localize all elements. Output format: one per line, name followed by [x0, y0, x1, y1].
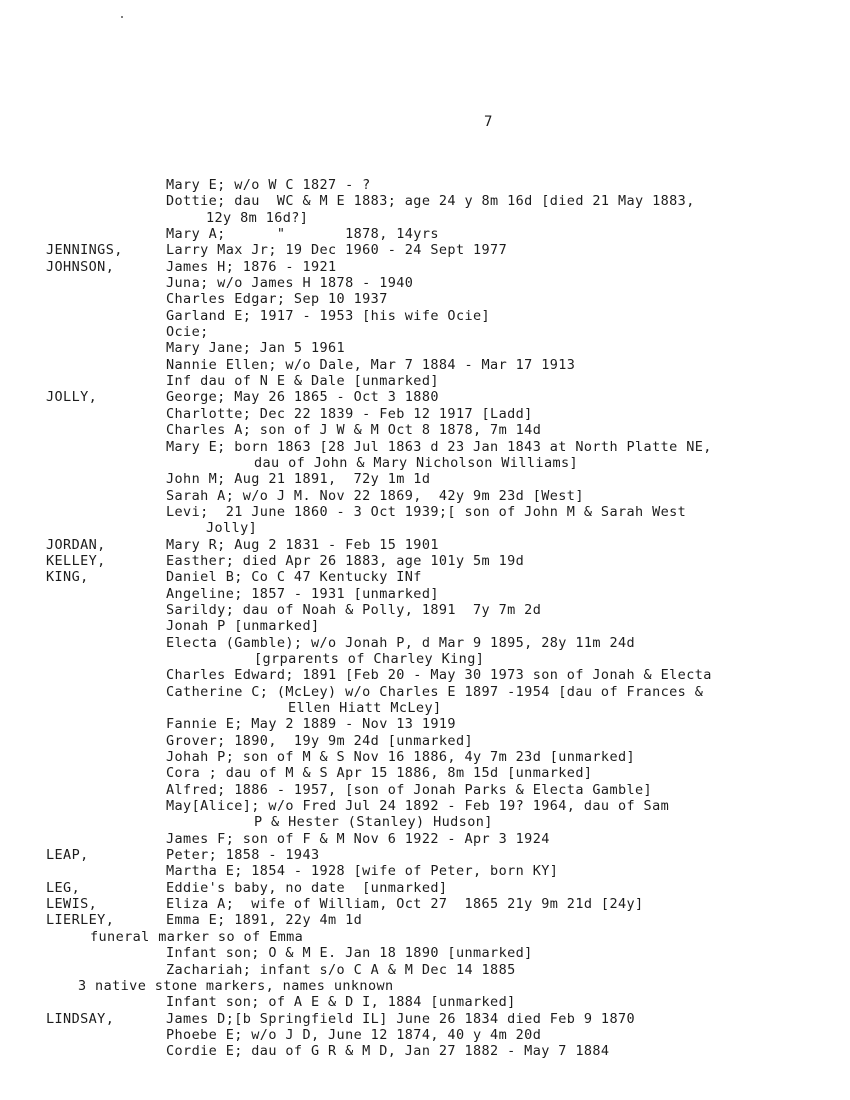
entry-row: [0, 1027, 850, 1043]
surname-label: LEG,: [46, 879, 81, 896]
entry-text: Juna; w/o James H 1878 - 1940: [166, 275, 414, 292]
entry-text: Jolly]: [206, 520, 258, 537]
entry-text: Alfred; 1886 - 1957, [son of Jonah Parks & Electa Gamble]: [166, 781, 653, 798]
surname-label: LEAP,: [46, 847, 89, 864]
entry-row: [0, 488, 850, 504]
entry-row: [0, 896, 850, 912]
entry-text: 12y 8m 16d?]: [206, 209, 309, 226]
entry-text: James D;[b Springfield IL] June 26 1834 died Feb 9 1870: [166, 1010, 636, 1027]
entry-text: Mary A; " 1878, 14yrs: [166, 226, 439, 243]
entry-text: Martha E; 1854 - 1928 [wife of Peter, born KY]: [166, 863, 559, 880]
entry-row: [0, 945, 850, 961]
surname-label: JORDAN,: [46, 536, 106, 553]
entry-row: [0, 537, 850, 553]
entry-row: [0, 749, 850, 765]
entry-text: John M; Aug 21 1891, 72y 1m 1d: [166, 471, 431, 488]
entry-row: [0, 831, 850, 847]
entry-row: [0, 716, 850, 732]
entry-text: Mary Jane; Jan 5 1961: [166, 340, 346, 357]
surname-label: KING,: [46, 569, 89, 586]
page-number: 7: [484, 114, 493, 130]
surname-label: JOHNSON,: [46, 258, 115, 275]
entry-text: P & Hester (Stanley) Hudson]: [254, 814, 493, 831]
entry-text: Inf dau of N E & Dale [unmarked]: [166, 373, 439, 390]
entry-text: funeral marker so of Emma: [90, 928, 304, 945]
entry-text: Sarah A; w/o J M. Nov 22 1869, 42y 9m 23d [West]: [166, 487, 584, 504]
entry-text: Levi; 21 June 1860 - 3 Oct 1939;[ son of John M & Sarah West: [166, 503, 687, 520]
entry-row: [0, 308, 850, 324]
entry-text: Larry Max Jr; 19 Dec 1960 - 24 Sept 1977: [166, 242, 508, 259]
entry-row: [0, 765, 850, 781]
entry-row: [0, 586, 850, 602]
surname-label: LIERLEY,: [46, 912, 115, 929]
entry-text: Fannie E; May 2 1889 - Nov 13 1919: [166, 716, 456, 733]
scan-speck: [121, 16, 123, 18]
entry-text: Garland E; 1917 - 1953 [his wife Ocie]: [166, 307, 491, 324]
entry-text: Cora ; dau of M & S Apr 15 1886, 8m 15d [unmarked]: [166, 765, 593, 782]
entry-row: [0, 569, 850, 585]
entry-text: Phoebe E; w/o J D, June 12 1874, 40 y 4m 20d: [166, 1026, 542, 1043]
surname-label: KELLEY,: [46, 552, 106, 569]
entry-row: [0, 406, 850, 422]
entry-text: Jonah P [unmarked]: [166, 618, 320, 635]
entry-text: Eddie's baby, no date [unmarked]: [166, 879, 448, 896]
entry-text: Mary E; w/o W C 1827 - ?: [166, 177, 371, 193]
entry-text: Charles A; son of J W & M Oct 8 1878, 7m 14d: [166, 422, 542, 439]
entry-row: [0, 340, 850, 356]
entry-text: May[Alice]; w/o Fred Jul 24 1892 - Feb 19? 1964, dau of Sam: [166, 798, 670, 815]
entry-row: [0, 389, 850, 405]
entry-text: James H; 1876 - 1921: [166, 258, 337, 275]
entry-text: Ellen Hiatt McLey]: [288, 700, 442, 716]
entry-text: [grparents of Charley King]: [254, 650, 485, 667]
entry-text: Infant son; O & M E. Jan 18 1890 [unmarked]: [166, 945, 533, 962]
entry-text: Zachariah; infant s/o C A & M Dec 14 1885: [166, 961, 516, 978]
entry-row: [0, 455, 850, 471]
entry-text: Daniel B; Co C 47 Kentucky INf: [166, 569, 422, 586]
entry-row: [0, 962, 850, 978]
entry-text: Electa (Gamble); w/o Jonah P, d Mar 9 1895, 28y 11m 24d: [166, 634, 636, 651]
entry-row: [0, 880, 850, 896]
entry-row: [0, 373, 850, 389]
entry-text: Cordie E; dau of G R & M D, Jan 27 1882 - May 7 1884: [166, 1043, 610, 1060]
surname-label: LEWIS,: [46, 896, 98, 913]
entry-row: [0, 471, 850, 487]
entry-row: [0, 847, 850, 863]
entry-text: Sarildy; dau of Noah & Polly, 1891 7y 7m 2d: [166, 601, 542, 618]
entry-text: Ocie;: [166, 324, 209, 341]
entry-row: [0, 912, 850, 928]
entry-text: Infant son; of A E & D I, 1884 [unmarked]: [166, 994, 516, 1011]
entry-text: Grover; 1890, 19y 9m 24d [unmarked]: [166, 732, 473, 749]
entry-row: [0, 635, 850, 651]
entry-row: [0, 259, 850, 275]
entry-row: [0, 422, 850, 438]
entry-row: [0, 798, 850, 814]
entry-row: [0, 1011, 850, 1027]
entry-text: 3 native stone markers, names unknown: [78, 977, 394, 994]
entry-row: [0, 978, 850, 994]
surname-label: JOLLY,: [46, 389, 98, 406]
entry-row: [0, 618, 850, 634]
entry-row: [0, 226, 850, 242]
entry-row: [0, 667, 850, 683]
surname-label: LINDSAY,: [46, 1010, 115, 1027]
entry-text: Dottie; dau WC & M E 1883; age 24 y 8m 16d [died 21 May 1883,: [166, 193, 695, 210]
entry-row: [0, 193, 850, 209]
entry-row: [0, 994, 850, 1010]
entry-row: [0, 782, 850, 798]
entry-row: [0, 357, 850, 373]
entry-row: [0, 684, 850, 700]
entry-row: [0, 210, 850, 226]
entry-text: dau of John & Mary Nicholson Williams]: [254, 454, 579, 471]
entry-text: Charles Edgar; Sep 10 1937: [166, 291, 388, 308]
entry-text: Charles Edward; 1891 [Feb 20 - May 30 1973 son of Jonah & Electa: [166, 667, 712, 684]
entry-row: [0, 553, 850, 569]
entry-row: [0, 275, 850, 291]
entry-text: Johah P; son of M & S Nov 16 1886, 4y 7m 23d [unmarked]: [166, 749, 636, 766]
entry-row: [0, 602, 850, 618]
entry-row: [0, 1043, 850, 1059]
entry-row: [0, 242, 850, 258]
entry-text: Peter; 1858 - 1943: [166, 847, 320, 864]
entry-text: Nannie Ellen; w/o Dale, Mar 7 1884 - Mar 17 1913: [166, 356, 576, 373]
entry-text: Mary R; Aug 2 1831 - Feb 15 1901: [166, 536, 439, 553]
entry-row: [0, 814, 850, 830]
entry-row: [0, 651, 850, 667]
burial-entries-list: [0, 177, 850, 1060]
entry-row: [0, 520, 850, 536]
entry-text: James F; son of F & M Nov 6 1922 - Apr 3 1924: [166, 830, 550, 847]
entry-row: [0, 291, 850, 307]
entry-text: Mary E; born 1863 [28 Jul 1863 d 23 Jan 1843 at North Platte NE,: [166, 438, 712, 455]
entry-text: Charlotte; Dec 22 1839 - Feb 12 1917 [Ladd]: [166, 405, 533, 422]
entry-row: [0, 177, 850, 193]
surname-label: JENNINGS,: [46, 242, 123, 259]
entry-text: Catherine C; (McLey) w/o Charles E 1897 -1954 [dau of Frances &: [166, 683, 704, 700]
entry-text: George; May 26 1865 - Oct 3 1880: [166, 389, 439, 406]
entry-text: Angeline; 1857 - 1931 [unmarked]: [166, 585, 439, 602]
entry-row: [0, 733, 850, 749]
entry-text: Emma E; 1891, 22y 4m 1d: [166, 912, 363, 929]
entry-row: [0, 929, 850, 945]
entry-text: Eliza A; wife of William, Oct 27 1865 21y 9m 21d [24y]: [166, 896, 644, 913]
entry-row: [0, 863, 850, 879]
entry-row: [0, 439, 850, 455]
entry-row: [0, 700, 850, 716]
entry-row: [0, 324, 850, 340]
entry-row: [0, 504, 850, 520]
entry-text: Easther; died Apr 26 1883, age 101y 5m 19d: [166, 552, 525, 569]
